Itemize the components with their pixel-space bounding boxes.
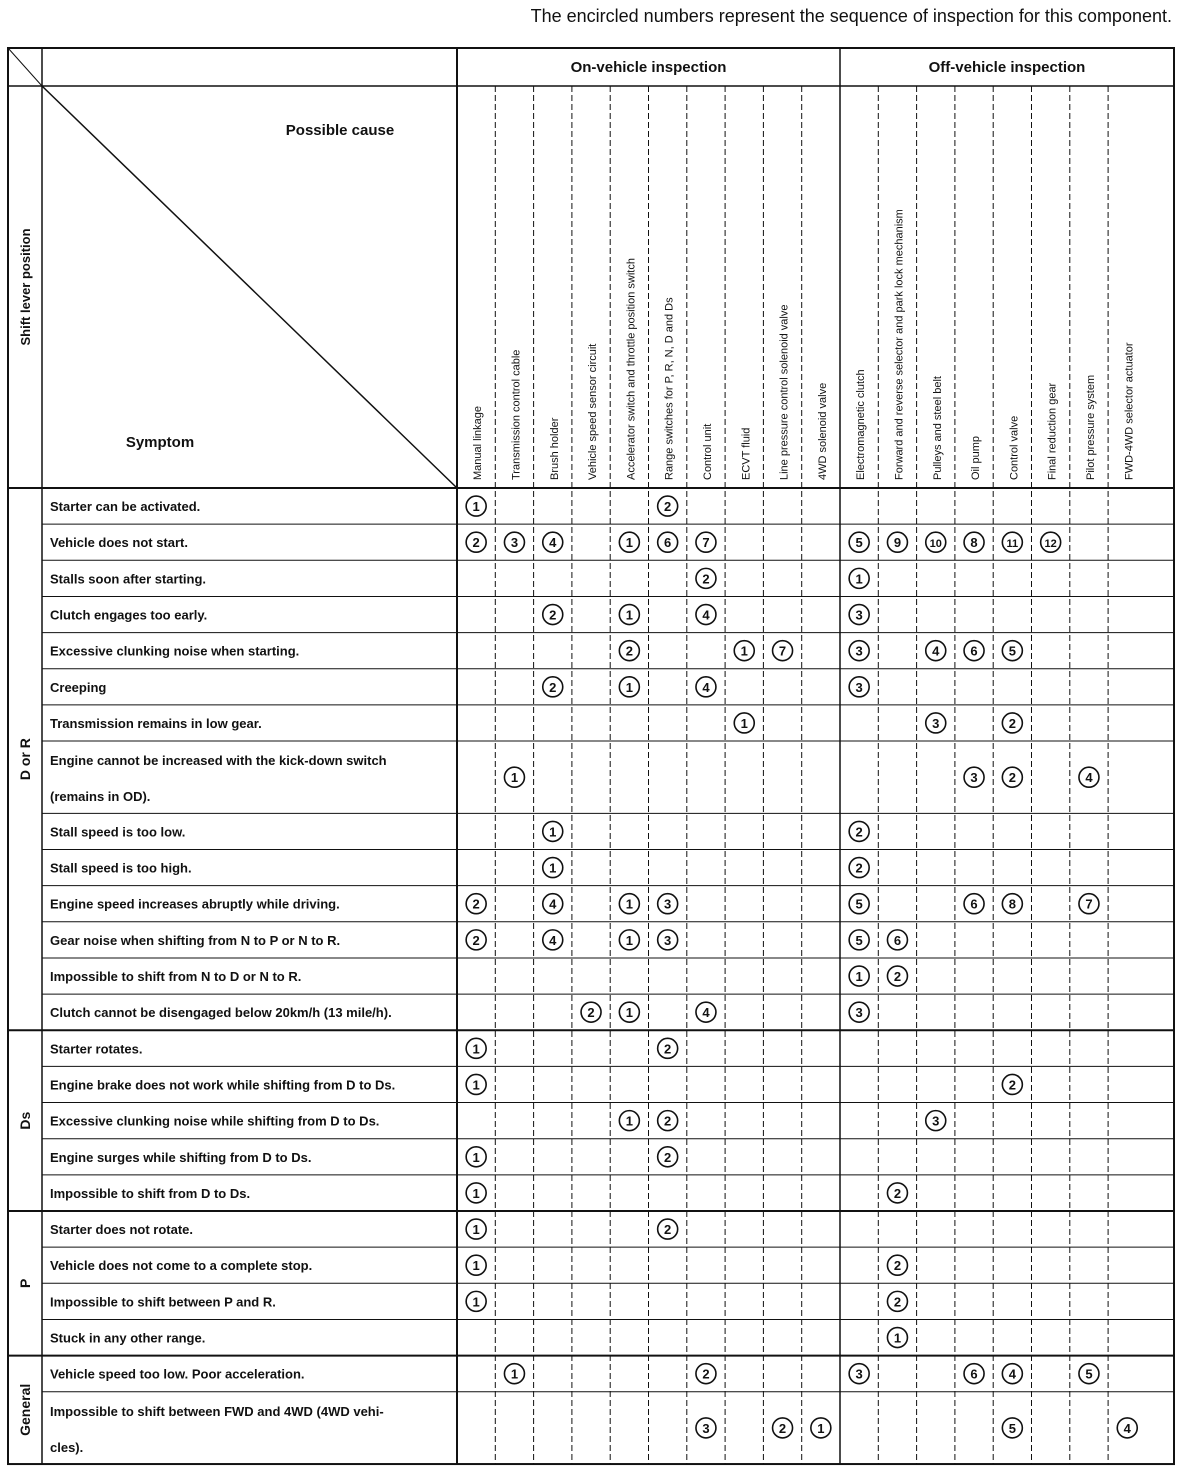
sequence-number: 2 (664, 1113, 672, 1129)
sequence-number: 2 (472, 932, 480, 948)
sequence-number: 4 (702, 679, 710, 695)
sequence-number: 3 (510, 535, 519, 551)
group-label: General (17, 1383, 33, 1436)
group-label: Ds (17, 1111, 33, 1130)
sequence-number: 5 (1008, 1420, 1016, 1436)
symptom-text: Stalls soon after starting. (50, 571, 207, 587)
sequence-number: 5 (855, 535, 863, 551)
sequence-number: 1 (855, 969, 863, 985)
symptom-text: Creeping (50, 679, 107, 695)
symptom-text: cles). (50, 1439, 84, 1455)
sequence-number: 3 (855, 643, 863, 659)
sequence-number: 4 (1085, 770, 1093, 786)
column-heading: FWD-4WD selector actuator (1123, 342, 1136, 480)
sequence-number: 2 (702, 571, 710, 587)
column-heading: Control valve (1008, 415, 1021, 480)
sequence-number: 3 (932, 1113, 940, 1129)
symptom-text: Stall speed is too low. (50, 824, 186, 840)
inspection-caption: The encircled numbers represent the sequence of inspection for this component. (530, 6, 1172, 26)
sequence-number: 4 (1123, 1420, 1131, 1436)
sequence-number: 1 (549, 860, 557, 876)
column-heading: Brush holder (548, 417, 561, 480)
symptom-text: Starter rotates. (50, 1041, 143, 1057)
sequence-number: 9 (893, 535, 902, 551)
sequence-number: 1 (510, 770, 519, 786)
sequence-number: 6 (970, 643, 978, 659)
sequence-number: 2 (664, 1222, 672, 1238)
sequence-number: 8 (970, 535, 978, 551)
sequence-number: 2 (587, 1005, 595, 1021)
sequence-number: 2 (1008, 770, 1016, 786)
sequence-number: 6 (970, 896, 978, 912)
symptom-text: Excessive clunking noise while shifting from D to Ds. (50, 1113, 380, 1129)
sequence-number: 3 (855, 1005, 863, 1021)
sequence-number: 2 (625, 643, 633, 659)
column-heading: Accelerator switch and throttle position switch (625, 258, 638, 480)
column-heading: Pilot pressure system (1084, 374, 1097, 480)
sequence-number: 12 (1044, 538, 1057, 551)
group-label: D or R (17, 738, 33, 781)
sequence-number: 1 (625, 896, 633, 912)
sequence-number: 2 (472, 535, 480, 551)
sequence-number: 2 (893, 1294, 902, 1310)
sequence-number: 7 (702, 535, 710, 551)
symptom-text: Vehicle does not start. (50, 535, 188, 551)
sequence-number: 2 (664, 1149, 672, 1165)
sequence-number: 5 (855, 932, 863, 948)
symptom-text: Stuck in any other range. (50, 1330, 206, 1346)
possible-cause-label: Possible cause (285, 122, 395, 139)
sequence-number: 2 (893, 969, 902, 985)
column-heading: Electromagnetic clutch (855, 369, 868, 480)
symptom-text: Engine cannot be increased with the kick-down switch (50, 753, 387, 769)
symptom-text: Gear noise when shifting from N to P or N to R. (50, 932, 341, 948)
sequence-number: 5 (1085, 1366, 1093, 1382)
sequence-number: 1 (625, 679, 633, 695)
symptom-text: Impossible to shift between FWD and 4WD (4WD vehi- (50, 1403, 384, 1419)
symptom-text: Starter can be activated. (50, 499, 201, 515)
sequence-number: 2 (855, 824, 863, 840)
sequence-number: 1 (472, 499, 480, 515)
sequence-number: 2 (1008, 715, 1016, 731)
sequence-number: 3 (664, 896, 672, 912)
sequence-number: 4 (549, 896, 557, 912)
corner-diagonal (8, 48, 42, 86)
sequence-number: 1 (893, 1330, 902, 1346)
sequence-number: 2 (549, 607, 557, 623)
sequence-number: 1 (855, 571, 863, 587)
sequence-number: 2 (702, 1366, 710, 1382)
sequence-number: 1 (625, 932, 633, 948)
symptom-text: Vehicle speed too low. Poor acceleration. (50, 1366, 305, 1382)
sequence-number: 4 (702, 1005, 710, 1021)
sequence-number: 1 (549, 824, 557, 840)
symptom-text: Clutch cannot be disengaged below 20km/h (13 mile/h). (50, 1005, 392, 1021)
column-heading: Manual linkage (472, 406, 485, 480)
symptom-text: Impossible to shift from N to D or N to R. (50, 969, 302, 985)
symptom-label: Symptom (125, 434, 195, 451)
sequence-number: 6 (893, 932, 902, 948)
sequence-number: 1 (472, 1294, 480, 1310)
sequence-number: 7 (1085, 896, 1093, 912)
sequence-number: 1 (472, 1185, 480, 1201)
sequence-number: 3 (855, 607, 863, 623)
sequence-number: 4 (932, 643, 940, 659)
column-heading: Vehicle speed sensor circuit (587, 343, 600, 480)
symptom-text: Impossible to shift from D to Ds. (50, 1185, 251, 1201)
sequence-number: 8 (1008, 896, 1016, 912)
sequence-number: 5 (855, 896, 863, 912)
sequence-number: 1 (625, 535, 633, 551)
sequence-number: 1 (472, 1077, 480, 1093)
sequence-number: 3 (855, 1366, 863, 1382)
sequence-number: 1 (472, 1149, 480, 1165)
sequence-number: 2 (778, 1420, 787, 1436)
symptom-text: Starter does not rotate. (50, 1222, 194, 1238)
header-diagonal (42, 86, 457, 488)
column-heading: Final reduction gear (1046, 382, 1059, 480)
sequence-number: 2 (1008, 1077, 1016, 1093)
sequence-number: 5 (1008, 643, 1016, 659)
shift-lever-position-label: Shift lever position (18, 228, 33, 346)
sequence-number: 2 (893, 1258, 902, 1274)
sequence-number: 6 (664, 535, 672, 551)
column-heading: Forward and reverse selector and park lock mechanism (893, 209, 906, 480)
sequence-number: 3 (932, 715, 940, 731)
column-heading: Transmission control cable (510, 349, 523, 480)
sequence-number: 10 (929, 538, 942, 551)
sequence-number: 2 (893, 1185, 902, 1201)
sequence-number: 11 (1006, 538, 1019, 551)
column-heading: Line pressure control solenoid valve (778, 304, 791, 480)
column-heading: Control unit (701, 423, 714, 480)
sequence-number: 1 (740, 715, 748, 731)
off-vehicle-title: Off-vehicle inspection (928, 59, 1086, 76)
sequence-number: 1 (740, 643, 748, 659)
sequence-number: 4 (549, 932, 557, 948)
sequence-number: 2 (855, 860, 863, 876)
column-heading: 4WD solenoid valve (816, 382, 829, 480)
sequence-number: 7 (778, 643, 787, 659)
symptom-text: Vehicle does not come to a complete stop. (50, 1258, 313, 1274)
column-heading: ECVT fluid (740, 427, 753, 480)
on-vehicle-title: On-vehicle inspection (570, 59, 727, 76)
sequence-number: 1 (817, 1420, 825, 1436)
symptom-text: Clutch engages too early. (50, 607, 208, 623)
sequence-number: 2 (664, 499, 672, 515)
group-label: P (17, 1278, 33, 1288)
symptom-text: Transmission remains in low gear. (50, 715, 262, 731)
column-heading: Range switches for P, R, N, D and Ds (663, 297, 676, 480)
sequence-number: 1 (510, 1366, 519, 1382)
sequence-number: 1 (625, 607, 633, 623)
sequence-number: 1 (625, 1113, 633, 1129)
symptom-text: Stall speed is too high. (50, 860, 192, 876)
sequence-number: 2 (664, 1041, 672, 1057)
sequence-number: 1 (472, 1222, 480, 1238)
column-heading: Pulleys and steel belt (931, 376, 944, 480)
sequence-number: 4 (1008, 1366, 1016, 1382)
symptom-text: Excessive clunking noise when starting. (50, 643, 300, 659)
sequence-number: 1 (472, 1041, 480, 1057)
sequence-number: 2 (472, 896, 480, 912)
sequence-number: 3 (855, 679, 863, 695)
symptom-text: Engine surges while shifting from D to Ds. (50, 1149, 312, 1165)
sequence-number: 4 (702, 607, 710, 623)
symptom-text: (remains in OD). (50, 789, 151, 805)
sequence-number: 1 (472, 1258, 480, 1274)
symptom-text: Engine brake does not work while shifting from D to Ds. (50, 1077, 396, 1093)
symptom-text: Engine speed increases abruptly while driving. (50, 896, 340, 912)
sequence-number: 4 (549, 535, 557, 551)
sequence-number: 3 (664, 932, 672, 948)
sequence-number: 3 (702, 1420, 710, 1436)
sequence-number: 2 (549, 679, 557, 695)
symptom-text: Impossible to shift between P and R. (50, 1294, 276, 1310)
sequence-number: 3 (970, 770, 978, 786)
column-heading: Oil pump (970, 435, 983, 480)
sequence-number: 1 (625, 1005, 633, 1021)
sequence-number: 6 (970, 1366, 978, 1382)
